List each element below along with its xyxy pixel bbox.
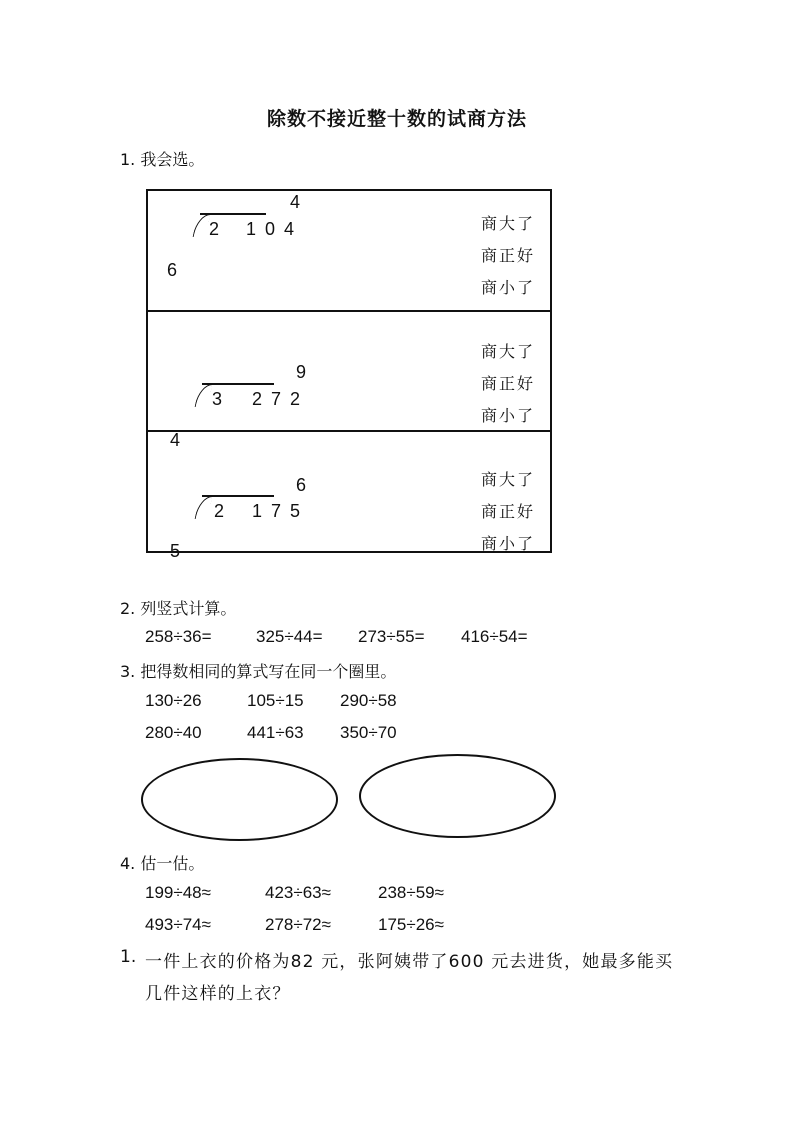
dividend: 1 0 4 xyxy=(246,219,297,239)
margin-note: 6 xyxy=(167,260,178,280)
quotient: 9 xyxy=(296,362,307,382)
row-divider xyxy=(146,310,552,312)
division-bar xyxy=(202,495,274,497)
row-divider xyxy=(146,430,552,432)
option-too-small[interactable]: 商小了 xyxy=(481,278,536,297)
estimate-item: 278÷72≈ xyxy=(265,915,331,934)
quotient: 6 xyxy=(296,475,307,495)
expression-item: 280÷40 xyxy=(145,723,202,742)
calc-item: 416÷54= xyxy=(461,627,528,646)
option-too-small[interactable]: 商小了 xyxy=(481,406,536,425)
option-too-small[interactable]: 商小了 xyxy=(481,534,536,553)
expression-item: 350÷70 xyxy=(340,723,397,742)
option-just-right[interactable]: 商正好 xyxy=(481,374,536,393)
calc-item: 273÷55= xyxy=(358,627,425,646)
option-too-big[interactable]: 商大了 xyxy=(481,470,536,489)
division-bar xyxy=(202,383,274,385)
page-title: 除数不接近整十数的试商方法 xyxy=(266,108,527,130)
word-problem-line1: 一件上衣的价格为82 元，张阿姨带了600 元去进货，她最多能买 xyxy=(145,952,674,972)
answer-circle-left[interactable] xyxy=(141,758,338,841)
option-just-right[interactable]: 商正好 xyxy=(481,246,536,265)
quotient: 4 xyxy=(290,192,301,212)
word-problem-line2: 几件这样的上衣？ xyxy=(145,984,291,1004)
estimate-item: 199÷48≈ xyxy=(145,883,211,902)
estimate-item: 423÷63≈ xyxy=(265,883,331,902)
section4-heading: 4. 估一估。 xyxy=(120,854,205,873)
answer-circle-right[interactable] xyxy=(359,754,556,838)
expression-item: 441÷63 xyxy=(247,723,304,742)
divisor: 2 xyxy=(214,501,225,521)
expression-item: 105÷15 xyxy=(247,691,304,710)
estimate-item: 493÷74≈ xyxy=(145,915,211,934)
divisor: 3 xyxy=(212,389,223,409)
calc-item: 325÷44= xyxy=(256,627,323,646)
section3-heading: 3. 把得数相同的算式写在同一个圈里。 xyxy=(120,662,397,681)
estimate-item: 175÷26≈ xyxy=(378,915,444,934)
word-problem-number: 1. xyxy=(120,947,137,967)
option-too-big[interactable]: 商大了 xyxy=(481,342,536,361)
dividend: 2 7 2 xyxy=(252,389,303,409)
option-too-big[interactable]: 商大了 xyxy=(481,214,536,233)
dividend: 1 7 5 xyxy=(252,501,303,521)
calc-item: 258÷36= xyxy=(145,627,212,646)
estimate-item: 238÷59≈ xyxy=(378,883,444,902)
expression-item: 290÷58 xyxy=(340,691,397,710)
section1-heading: 1. 我会选。 xyxy=(120,150,205,169)
margin-note: 4 xyxy=(170,430,181,450)
divisor: 2 xyxy=(209,219,220,239)
option-just-right[interactable]: 商正好 xyxy=(481,502,536,521)
expression-item: 130÷26 xyxy=(145,691,202,710)
section2-heading: 2. 列竖式计算。 xyxy=(120,599,237,618)
margin-note: 5 xyxy=(170,541,181,561)
